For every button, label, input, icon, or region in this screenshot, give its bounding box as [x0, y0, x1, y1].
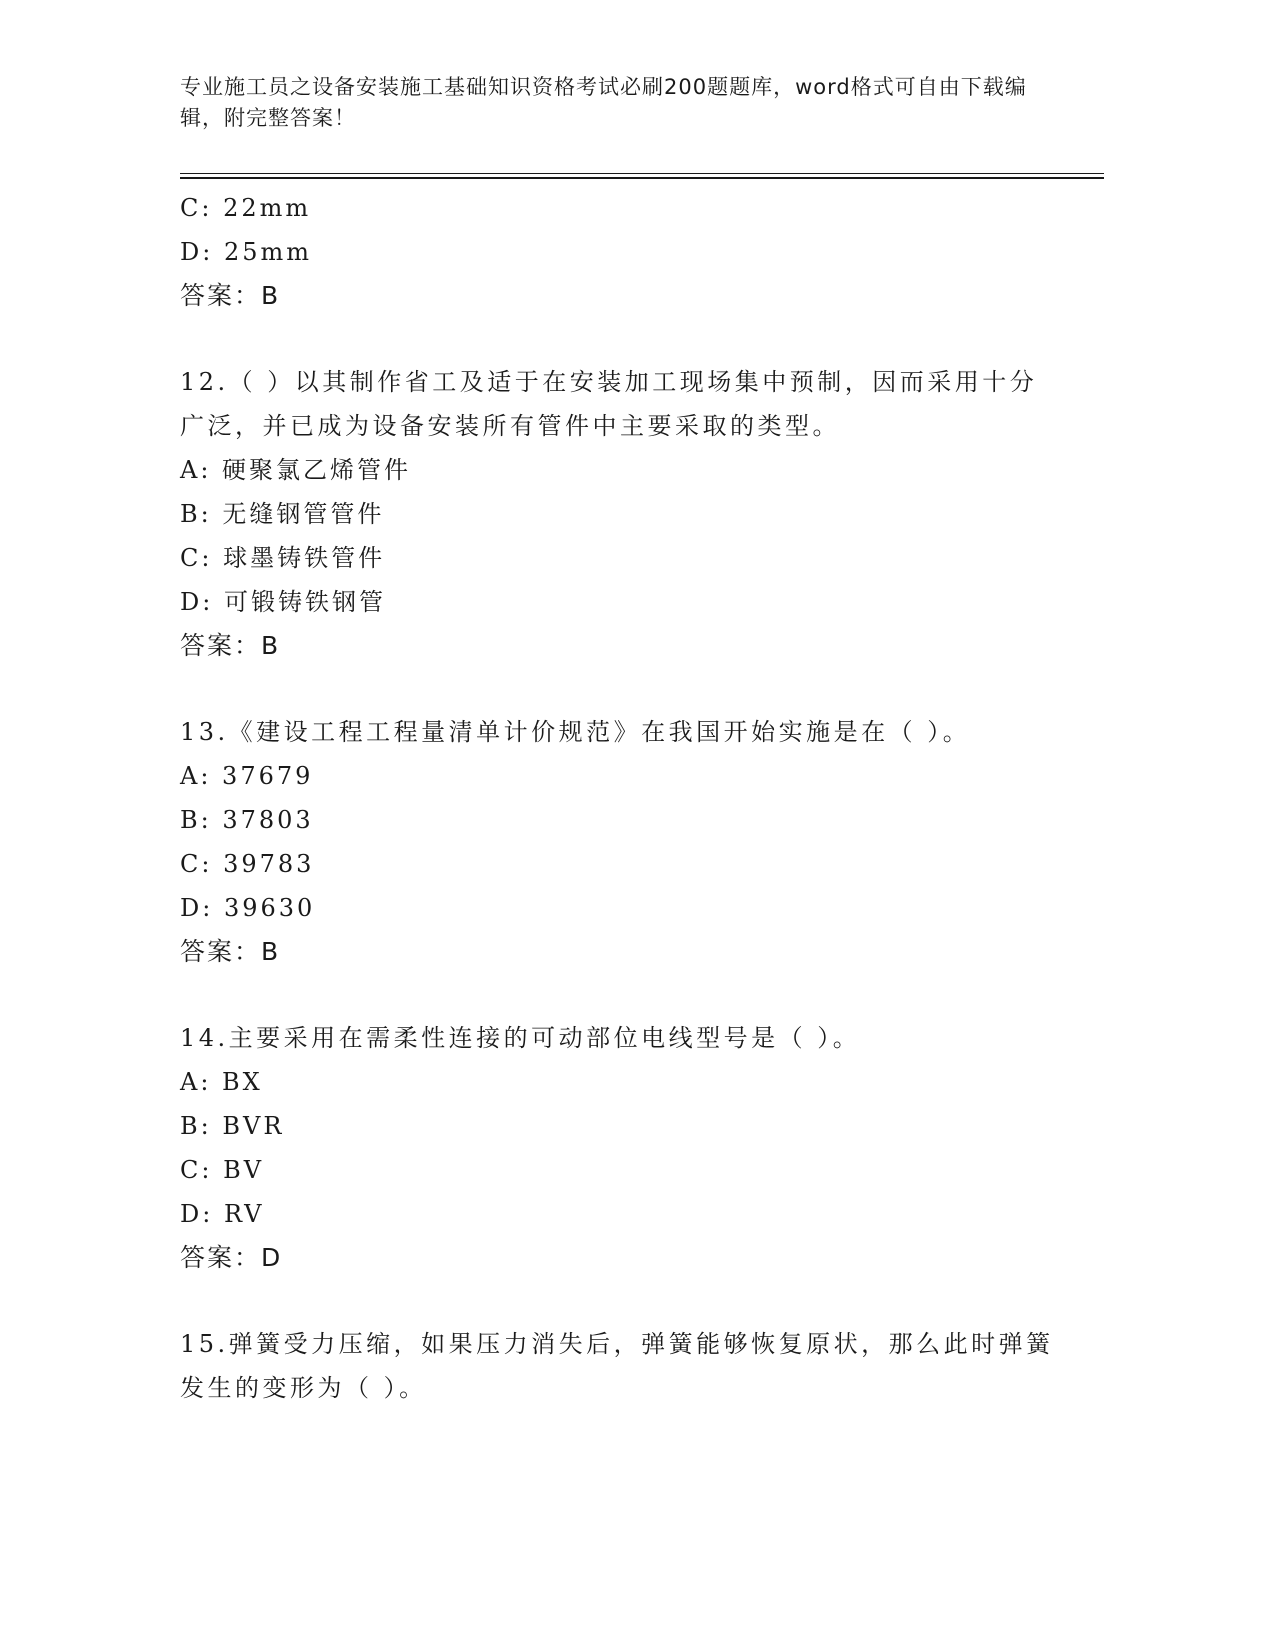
question-stem: 12.（ ）以其制作省工及适于在安装加工现场集中预制，因而采用十分广泛，并已成为设备安装所有管件中主要采取的类型。: [180, 368, 1038, 440]
option-c: C: 球墨铸铁管件: [180, 544, 386, 572]
header-divider-thin: [180, 173, 1104, 174]
question-11-continued: [180, 186, 1060, 318]
option-d: D: 39630: [180, 894, 316, 922]
option-d: D: 25mm: [180, 238, 313, 266]
answer-line: 答案：B: [180, 631, 281, 660]
question-stem: 14.主要采用在需柔性连接的可动部位电线型号是（ ）。: [180, 1024, 861, 1052]
option-a: A: 37679: [180, 762, 314, 790]
header-title: 专业施工员之设备安装施工基础知识资格考试必刷200题题库，word格式可自由下载编辑，附完整答案！: [180, 75, 1027, 130]
question-list: [180, 186, 1060, 1410]
question-stem: 15.弹簧受力压缩，如果压力消失后，弹簧能够恢复原状，那么此时弹簧发生的变形为（ ）。: [180, 1330, 1054, 1402]
option-c: C: 22mm: [180, 194, 312, 222]
header-divider-thick: [180, 177, 1104, 179]
question-12: [180, 360, 1060, 668]
question-13: [180, 710, 1060, 974]
question-15: [180, 1322, 1060, 1410]
option-b: B: BVR: [180, 1112, 285, 1140]
option-a: A: BX: [180, 1068, 263, 1096]
option-b: B: 无缝钢管管件: [180, 500, 385, 528]
answer-line: 答案：B: [180, 937, 281, 966]
option-c: C: 39783: [180, 850, 315, 878]
answer-line: 答案：B: [180, 281, 281, 310]
answer-line: 答案：D: [180, 1243, 283, 1272]
option-d: D: 可锻铸铁钢管: [180, 588, 386, 616]
option-a: A: 硬聚氯乙烯管件: [180, 456, 412, 484]
document-header: [180, 72, 1060, 134]
option-d: D: RV: [180, 1200, 265, 1228]
option-c: C: BV: [180, 1156, 265, 1184]
option-b: B: 37803: [180, 806, 314, 834]
question-14: [180, 1016, 1060, 1280]
question-stem: 13.《建设工程工程量清单计价规范》在我国开始实施是在（ ）。: [180, 718, 971, 746]
